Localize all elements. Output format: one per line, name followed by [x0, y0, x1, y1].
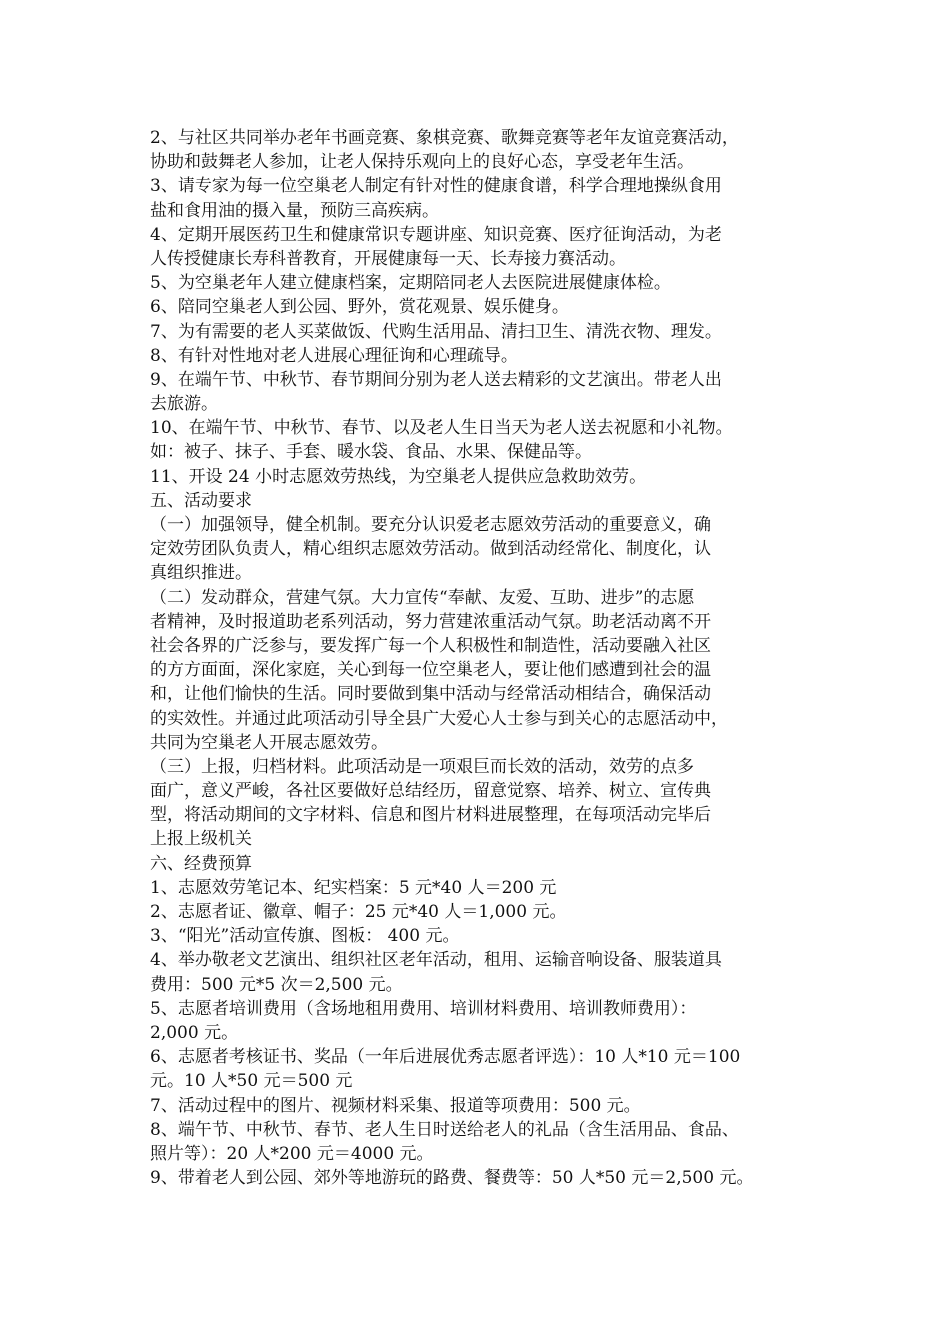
text-line: 的实效性。并通过此项活动引导全县广大爱心人士参与到关心的志愿活动中， [150, 708, 728, 729]
text-line: 如：被子、抹子、手套、暖水袋、食品、水果、保健品等。 [150, 442, 592, 463]
text-line: 人传授健康长寿科普教育，开展健康每一天、长寿接力赛活动。 [150, 248, 626, 269]
text-line: 型，将活动期间的文字材料、信息和图片材料进展整理，在每项活动完毕后 [150, 805, 711, 826]
paragraph [150, 755, 810, 852]
text-line: 8、端午节、中秋节、春节、老人生日时送给老人的礼品（含生活用品、食品、 [150, 1119, 739, 1140]
document-body [150, 126, 810, 1190]
paragraph [150, 1045, 810, 1093]
text-line: 7、活动过程中的图片、视频材料采集、报道等项费用：500 元。 [150, 1095, 641, 1116]
text-line: 的方方面面，深化家庭，关心到每一位空巢老人，要让他们感遭到社会的温 [150, 660, 711, 681]
text-line: 11、开设 24 小时志愿效劳热线，为空巢老人提供应急救助效劳。 [150, 466, 647, 487]
paragraph [150, 586, 810, 755]
text-line: 5、志愿者培训费用（含场地租用费用、培训材料费用、培训教师费用）： [150, 998, 697, 1019]
paragraph [150, 126, 810, 174]
text-line: 9、在端午节、中秋节、春节期间分别为老人送去精彩的文艺演出。带老人出 [150, 369, 722, 390]
text-line: 3、“阳光”活动宣传旗、图板： 400 元。 [150, 926, 460, 947]
text-line: （一）加强领导，健全机制。要充分认识爱老志愿效劳活动的重要意义，确 [150, 515, 711, 535]
text-line: 定效劳团队负责人，精心组织志愿效劳活动。做到活动经常化、制度化，认 [150, 539, 711, 560]
text-line: 3、请专家为每一位空巢老人制定有针对性的健康食谱，科学合理地操纵食用 [150, 176, 722, 197]
text-line: 协助和鼓舞老人参加，让老人保持乐观向上的良好心态，享受老年生活。 [150, 152, 694, 173]
text-line: 1、志愿效劳笔记本、纪实档案：5 元*40 人＝200 元 [150, 877, 557, 898]
text-line: 照片等）：20 人*200 元＝4000 元。 [150, 1143, 434, 1164]
text-line: 7、为有需要的老人买菜做饭、代购生活用品、清扫卫生、清洗衣物、理发。 [150, 321, 722, 342]
text-line: 五、活动要求 [150, 490, 252, 511]
paragraph [150, 295, 810, 319]
text-line: 面广，意义严峻，各社区要做好总结经历，留意觉察、培养、树立、宣传典 [150, 781, 711, 802]
text-line: 和，让他们愉快的生活。同时要做到集中活动与经常活动相结合，确保活动 [150, 684, 711, 705]
text-line: 5、为空巢老年人建立健康档案，定期陪同老人去医院进展健康体检。 [150, 273, 671, 294]
text-line: （二）发动群众，营建气氛。大力宣传“奉献、友爱、互助、进步”的志愿 [150, 587, 695, 608]
text-line: 者精神，及时报道助老系列活动，努力营建浓重活动气氛。助老活动离不开 [150, 611, 711, 632]
text-line: 6、陪同空巢老人到公园、野外，赏花观景、娱乐健身。 [150, 297, 569, 318]
paragraph [150, 948, 810, 996]
paragraph [150, 1118, 810, 1166]
text-line: 社会各界的广泛参与，要发挥广每一个人积极性和制造性，活动要融入社区 [150, 635, 711, 656]
text-line: 9、带着老人到公园、郊外等地游玩的路费、餐费等：50 人*50 元＝2,500 元。 [150, 1168, 754, 1189]
text-line: 去旅游。 [150, 394, 218, 415]
paragraph [150, 489, 810, 513]
paragraph [150, 320, 810, 344]
paragraph [150, 416, 810, 464]
paragraph [150, 997, 810, 1045]
text-line: 2,000 元。 [150, 1022, 239, 1043]
text-line: 上报上级机关 [150, 829, 252, 850]
paragraph [150, 174, 810, 222]
text-line: （三）上报，归档材料。此项活动是一项艰巨而长效的活动，效劳的点多 [150, 756, 694, 777]
paragraph [150, 900, 810, 924]
text-line: 2、与社区共同举办老年书画竞赛、象棋竞赛、歌舞竞赛等老年友谊竞赛活动， [150, 128, 739, 148]
text-line: 费用：500 元*5 次＝2,500 元。 [150, 974, 403, 995]
text-line: 4、定期开展医药卫生和健康常识专题讲座、知识竞赛、医疗征询活动，为老 [150, 224, 722, 245]
text-line: 共同为空巢老人开展志愿效劳。 [150, 732, 388, 753]
text-line: 2、志愿者证、徽章、帽子：25 元*40 人＝1,000 元。 [150, 902, 567, 922]
paragraph [150, 852, 810, 876]
paragraph [150, 1094, 810, 1118]
text-line: 6、志愿者考核证书、奖品（一年后进展优秀志愿者评选）：10 人*10 元＝100 [150, 1047, 741, 1068]
paragraph [150, 368, 810, 416]
text-line: 4、举办敬老文艺演出、组织社区老年活动，租用、运输音响设备、服装道具 [150, 950, 722, 971]
text-line: 六、经费预算 [150, 853, 252, 874]
paragraph [150, 344, 810, 368]
text-line: 元。10 人*50 元＝500 元 [150, 1071, 353, 1092]
paragraph [150, 465, 810, 489]
paragraph [150, 513, 810, 586]
paragraph [150, 1166, 810, 1190]
text-line: 10、在端午节、中秋节、春节、以及老人生日当天为老人送去祝愿和小礼物。 [150, 418, 733, 439]
text-line: 8、有针对性地对老人进展心理征询和心理疏导。 [150, 345, 518, 366]
text-line: 盐和食用油的摄入量，预防三高疾病。 [150, 200, 439, 221]
paragraph [150, 271, 810, 295]
paragraph [150, 876, 810, 900]
paragraph [150, 223, 810, 271]
text-line: 真组织推进。 [150, 563, 252, 584]
paragraph [150, 924, 810, 948]
document-page [150, 126, 810, 1190]
